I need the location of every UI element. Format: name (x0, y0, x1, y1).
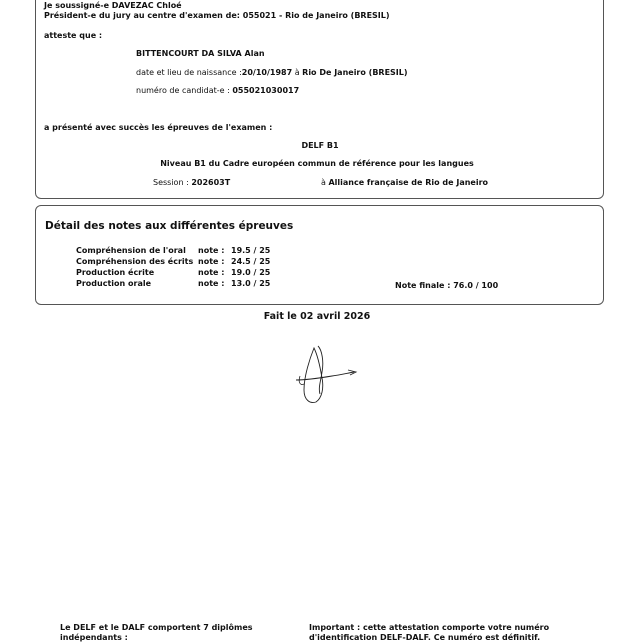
candidate-name: BITTENCOURT DA SILVA Alan (136, 49, 265, 58)
location-line (321, 178, 488, 187)
issued-date: Fait le 02 avril 2026 (263, 311, 371, 322)
success-line: a présenté avec succès les épreuves de l'examen : (44, 123, 273, 132)
grades-table (76, 246, 276, 294)
grade-value: 13.0 / 25 (231, 279, 271, 288)
session-value: 202603T (191, 178, 231, 187)
grade-note-label: note : (198, 257, 225, 266)
grade-value: 24.5 / 25 (231, 257, 271, 266)
footer-left-line1: Le DELF et le DALF comportent 7 diplômes (60, 623, 253, 632)
grade-label: Compréhension de l'oral (76, 246, 186, 255)
birth-line (136, 68, 408, 77)
footer-left-line2: indépendants : (60, 633, 128, 642)
birth-place: Rio De Janeiro (BRESIL) (302, 68, 408, 77)
signature-image (290, 340, 362, 408)
grade-label: Compréhension des écrits (76, 257, 194, 266)
attestation-box (35, 0, 604, 199)
grade-label: Production écrite (76, 268, 155, 277)
session-label: Session : (153, 178, 189, 187)
candidate-number-line (136, 86, 299, 95)
grade-value: 19.0 / 25 (231, 268, 271, 277)
location-value: Alliance française de Rio de Janeiro (328, 178, 489, 187)
final-grade-value: 76.0 / 100 (453, 281, 499, 290)
atteste-que: atteste que : (44, 31, 103, 40)
president-line: Président-e du jury au centre d'examen de: 055021 - Rio de Janeiro (BRESIL) (44, 11, 390, 20)
footer-right-line2: d'identification DELF-DALF. Ce numéro est définitif. (309, 633, 541, 642)
location-connector: à (321, 178, 326, 187)
session-line (153, 178, 230, 187)
birth-date: 20/10/1987 (241, 68, 293, 77)
grade-note-label: note : (198, 268, 225, 277)
grade-note-label: note : (198, 246, 225, 255)
level-line: Niveau B1 du Cadre européen commun de référence pour les langues (160, 159, 474, 168)
birth-connector: à (294, 68, 300, 77)
signatory-line: Je soussigné-e DAVEZAC Chloé (44, 1, 182, 10)
final-grade (395, 281, 498, 290)
grades-title: Détail des notes aux différentes épreuves (45, 220, 294, 232)
birth-label: date et lieu de naissance : (136, 68, 242, 77)
grade-value: 19.5 / 25 (231, 246, 271, 255)
exam-name: DELF B1 (301, 141, 339, 150)
grade-note-label: note : (198, 279, 225, 288)
footer-right-line1: Important : cette attestation comporte votre numéro (309, 623, 550, 632)
candidate-number: 055021030017 (232, 86, 300, 95)
final-grade-label: Note finale : (395, 281, 451, 290)
grade-label: Production orale (76, 279, 152, 288)
candidate-number-label: numéro de candidat-e : (136, 86, 230, 95)
